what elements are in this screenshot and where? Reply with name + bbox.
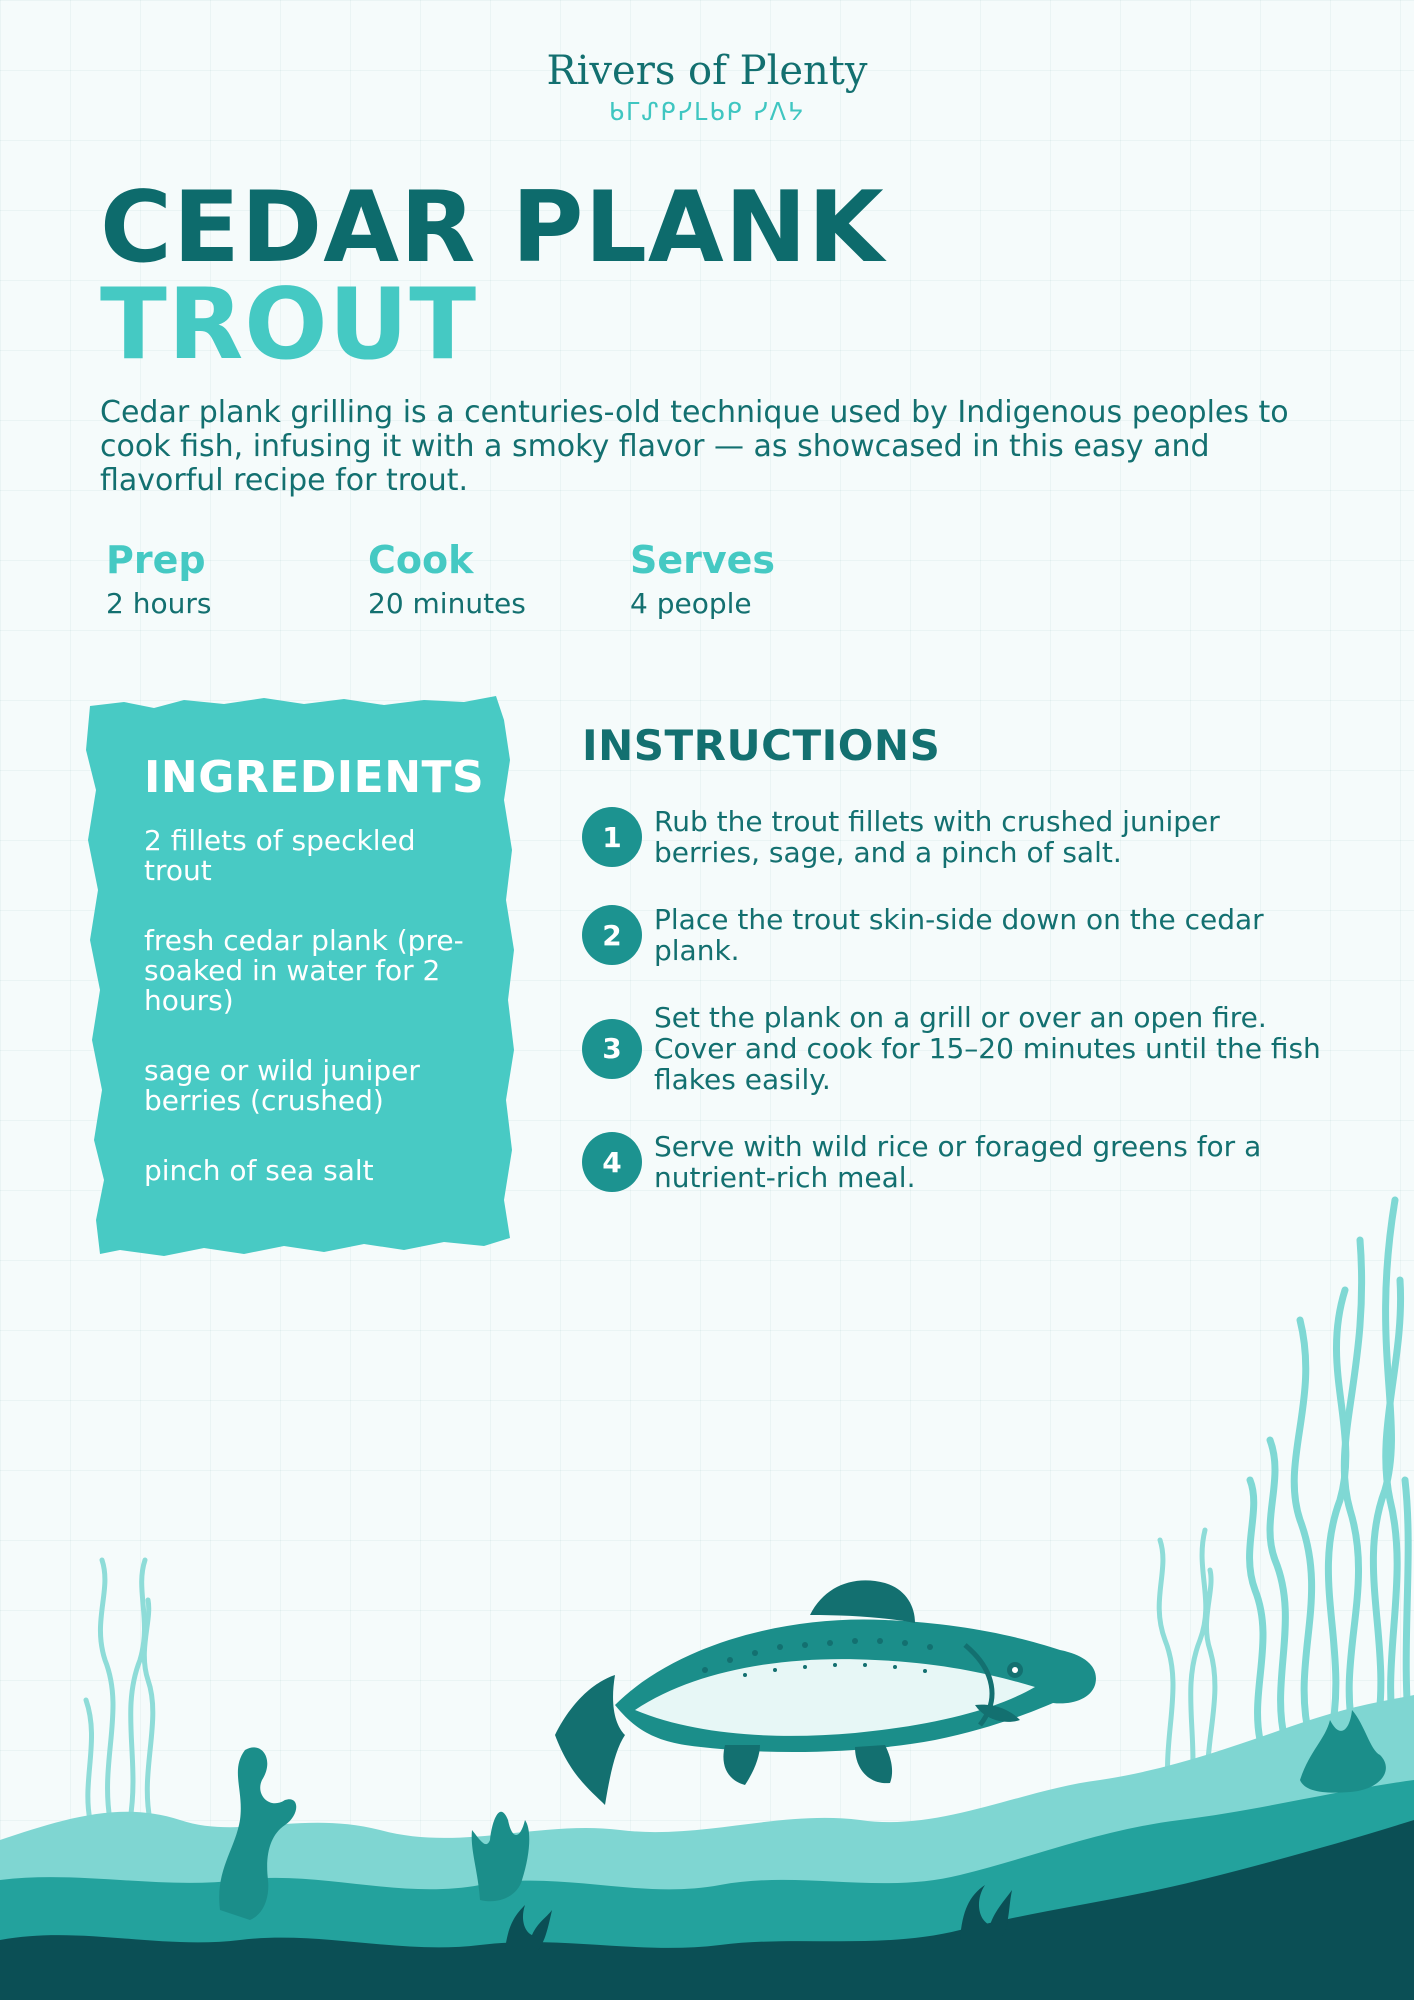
recipe-intro: Cedar plank grilling is a centuries-old technique used by Indigenous peoples to cook fish, infusing it with a smoky flavor — as showcased in this easy and flavorful recipe for trout. xyxy=(100,395,1289,498)
ingredients-panel xyxy=(84,690,520,1262)
ingredients-title: INGREDIENTS xyxy=(144,752,485,803)
ingredient-item: sage or wild juniper berries (crushed) xyxy=(144,1054,420,1117)
ingredient-item: pinch of sea salt xyxy=(144,1154,374,1187)
instruction-step xyxy=(582,1002,1322,1095)
meta-prep-value: 2 hours xyxy=(106,587,212,620)
recipe-title-line1: CEDAR PLANK xyxy=(100,171,885,285)
meta-cook-value: 20 minutes xyxy=(368,587,526,620)
step-text: Place the trout skin-side down on the cedar plank. xyxy=(654,903,1264,967)
step-number-badge: 3 xyxy=(582,1019,642,1079)
seaweed-icon xyxy=(1250,1200,1410,1740)
seaweed-icon xyxy=(86,1560,153,1820)
underwater-scene xyxy=(0,1180,1414,2000)
step-number-badge: 4 xyxy=(582,1132,642,1192)
meta-serves xyxy=(630,536,870,622)
recipe-title-line2: TROUT xyxy=(100,268,478,382)
brand-header xyxy=(0,48,1414,126)
instruction-step xyxy=(582,904,1322,966)
brand-name: Rivers of Plenty xyxy=(546,48,868,94)
ingredients-content xyxy=(144,750,485,1226)
step-text: Rub the trout fillets with crushed juniper berries, sage, and a pinch of salt. xyxy=(654,805,1220,869)
meta-prep xyxy=(106,536,346,622)
instruction-step xyxy=(582,806,1322,868)
instructions-section xyxy=(582,718,1322,1229)
ingredient-item: fresh cedar plank (pre-soaked in water for 2 hours) xyxy=(144,924,464,1017)
instructions-title: INSTRUCTIONS xyxy=(582,721,941,770)
brand-syllabics: ᑲᒥᔑᑭᓯᒪᑲᑭ ᓯᐱᔭ xyxy=(608,98,806,126)
meta-cook-label: Cook xyxy=(368,538,474,582)
step-number-badge: 2 xyxy=(582,905,642,965)
ingredients-list xyxy=(144,826,474,1186)
ingredient-item: 2 fillets of speckled trout xyxy=(144,824,416,887)
meta-prep-label: Prep xyxy=(106,538,206,582)
meta-serves-value: 4 people xyxy=(630,587,752,620)
meta-serves-label: Serves xyxy=(630,538,776,582)
step-number-badge: 1 xyxy=(582,807,642,867)
step-text: Serve with wild rice or foraged greens for a nutrient-rich meal. xyxy=(654,1130,1262,1194)
trout-illustration xyxy=(555,1580,1096,1805)
meta-cook xyxy=(368,536,608,622)
step-text: Set the plank on a grill or over an open fire. Cover and cook for 15–20 minutes until the fish flakes easily. xyxy=(654,1001,1321,1096)
